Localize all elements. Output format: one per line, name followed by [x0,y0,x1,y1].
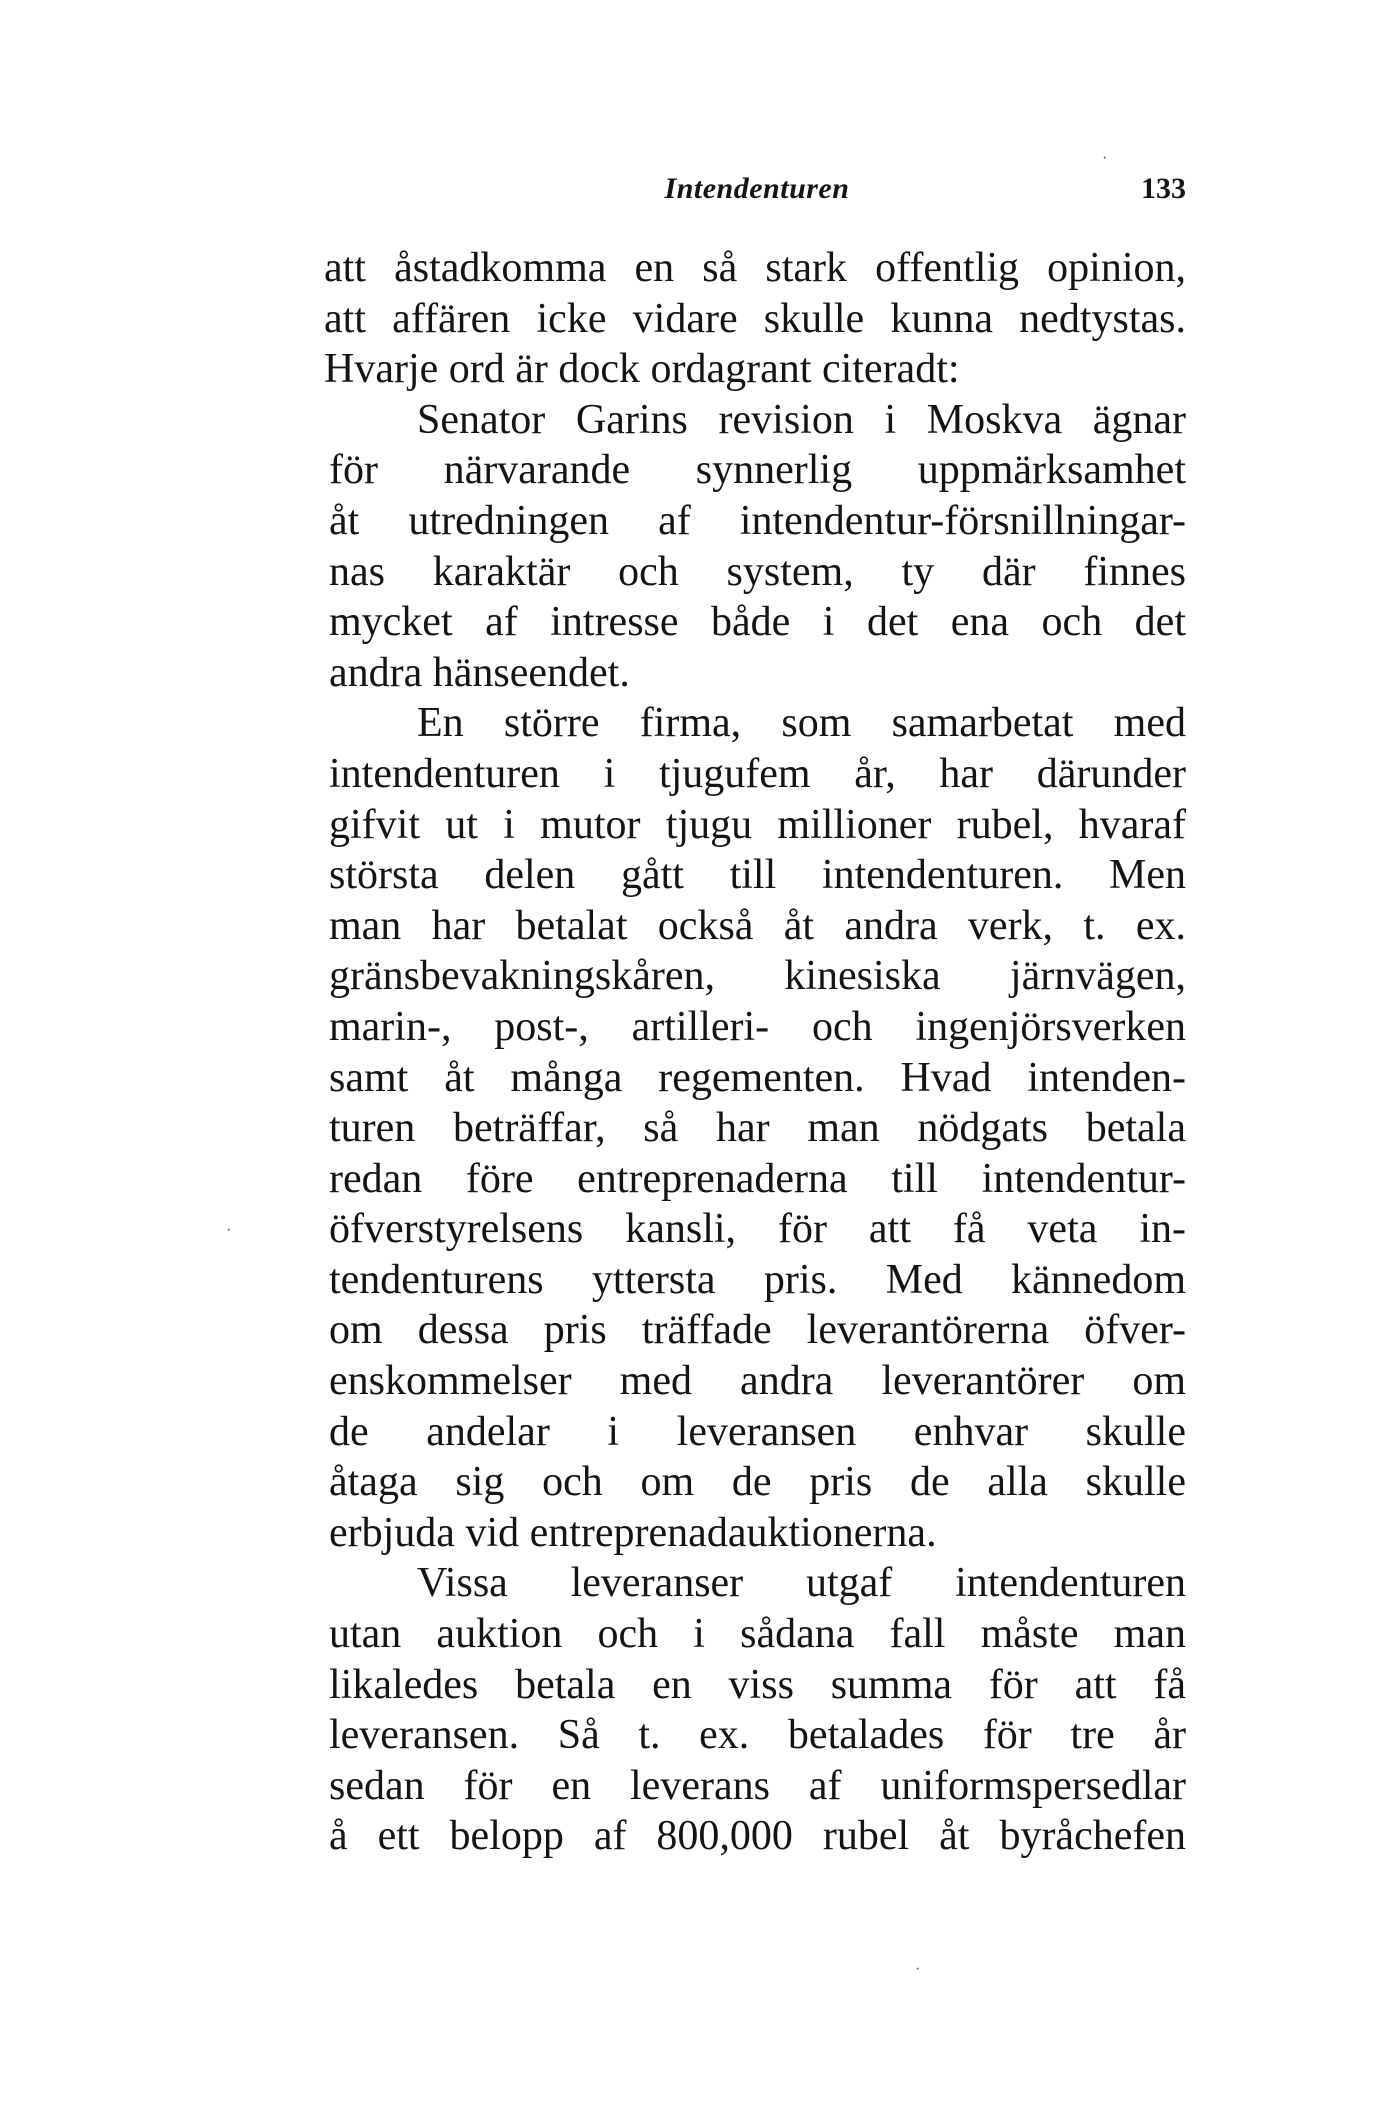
body-text [324,243,1186,1862]
paragraph-quote-2 [329,698,1186,1558]
text-line: om dessa pris träffade leverantörerna öfver- [329,1307,1186,1354]
text-line: gränsbevakningskåren, kinesiska järnvägen, [329,953,1186,1000]
text-line: gifvit ut i mutor tjugu millioner rubel, hvaraf [329,801,1186,848]
page-number: 133 [1141,172,1186,205]
text-line: marin-, post-, artilleri- och ingenjörsverken [329,1003,1186,1050]
text-line: Vissa leveranser utgaf intendenturen [417,1560,1186,1607]
scan-speck: · [915,1961,921,1978]
scan-speck: · [226,1222,232,1239]
paragraph-quote-1 [329,395,1186,699]
text-line: utan auktion och i sådana fall måste man [329,1611,1186,1658]
text-line: att affären icke vidare skulle kunna nedtystas. [324,295,1186,342]
text-line: intendenturen i tjugufem år, har därunder [329,750,1186,797]
text-line: att åstadkomma en så stark offentlig opinion, [324,245,1186,291]
text-line: de andelar i leveransen enhvar skulle [329,1408,1186,1455]
text-line: leveransen. Så t. ex. betalades för tre år [329,1712,1186,1759]
text-line: åtaga sig och om de pris de alla skulle [329,1459,1186,1506]
text-line: enskommelser med andra leverantörer om [329,1358,1186,1405]
scan-speck: · [1102,150,1108,167]
text-line: mycket af intresse både i det ena och det [329,599,1186,646]
text-line: likaledes betala en viss summa för att få [329,1661,1186,1708]
text-line: nas karaktär och system, ty där finnes [329,548,1186,595]
text-line: redan före entreprenaderna till intendentur- [329,1155,1186,1202]
text-line: turen beträffar, så har man nödgats betala [329,1105,1186,1152]
text-line: man har betalat också åt andra verk, t. ex. [329,902,1186,949]
text-line: Hvarje ord är dock ordagrant citeradt: [324,346,960,393]
paragraph-quote-3 [329,1558,1186,1862]
text-line: sedan för en leverans af uniformspersedlar [329,1762,1186,1809]
running-head: Intendenturen [664,172,850,205]
text-line: andra hänseendet. [329,649,630,696]
text-line: åt utredningen af intendentur-försnillningar- [329,497,1186,544]
text-line: En större firma, som samarbetat med [417,700,1186,747]
text-line: öfverstyrelsens kansli, för att få veta in- [329,1206,1186,1253]
text-line: största delen gått till intendenturen. Men [329,852,1186,899]
page-header [328,172,1186,222]
text-line: Senator Garins revision i Moskva ägnar [417,396,1186,443]
text-line: erbjuda vid entreprenadauktionerna. [329,1509,937,1556]
text-line: tendenturens yttersta pris. Med kännedom [329,1256,1186,1303]
text-line: samt åt många regementen. Hvad intenden- [329,1054,1186,1101]
text-line: å ett belopp af 800,000 rubel åt byråchefen [329,1813,1186,1860]
text-line: för närvarande synnerlig uppmärksamhet [329,447,1186,494]
paragraph-intro [324,243,1186,395]
